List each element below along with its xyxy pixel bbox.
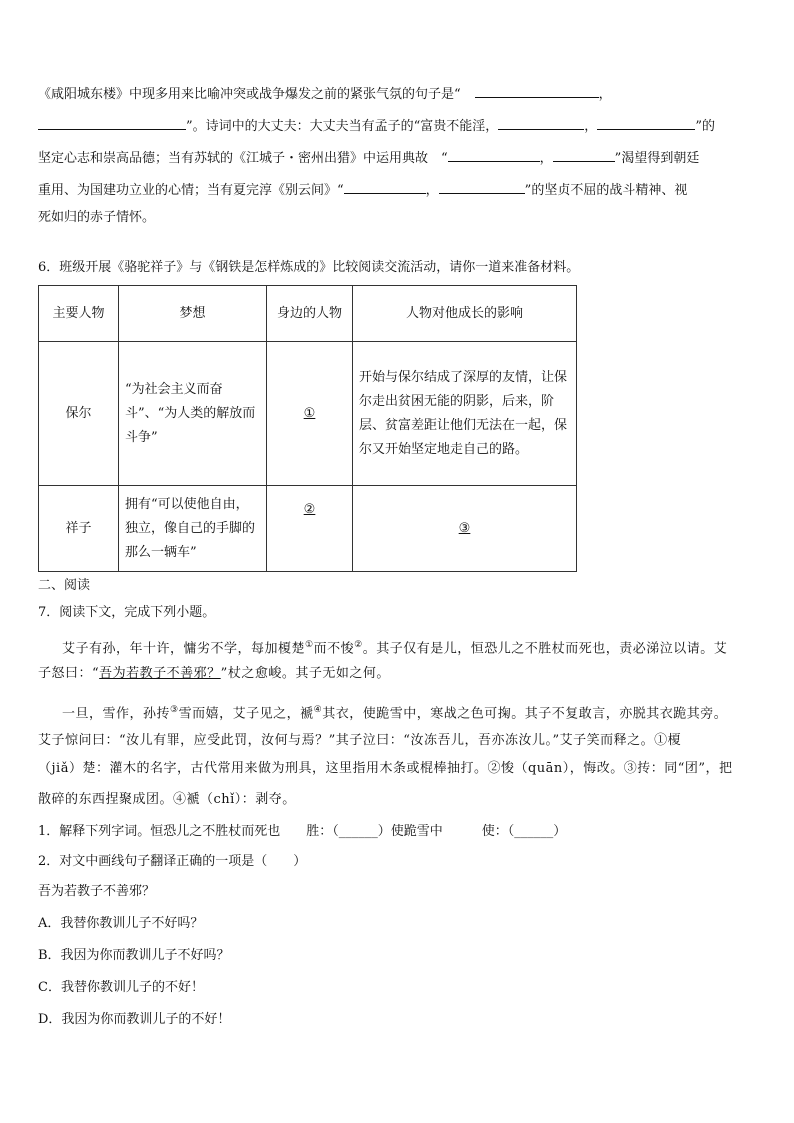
character-name: 保尔 [39,342,119,486]
table-row [39,342,577,486]
q5-line-5 [38,209,155,227]
answer-slot: ② [303,502,316,517]
option-b[interactable]: B．我因为你而教训儿子不好吗？ [38,948,230,963]
answer-blank[interactable] [498,115,584,130]
q5-text: 死如归的赤子情怀。 [38,210,156,225]
answer-blank[interactable] [553,147,615,162]
passage-line [62,701,727,723]
passage-text: 一旦，雪作，孙抟 [62,706,171,722]
sub-question-2: 2．对文中画线句子翻译正确的一项是（ ） [38,854,307,869]
passage-line: （jiǎ）楚：灌木的名字，古代常用来做为刑具，这里指用木条或棍棒抽打。②悛（quān），悔改。③抟：同“团”，把 [38,761,733,776]
target-sentence: 吾为若教子不善邪？ [38,884,156,899]
influence-cell: 开始与保尔结成了深厚的友情，让保尔走出贫困无能的阴影，后来，阶层、贫富差距让他们无法在一起，保尔又开始坚定地走自己的路。 [353,342,577,486]
q5-text: ， [598,87,612,102]
header-cell: 梦想 [119,286,267,342]
q5-text: ， [539,151,553,166]
answer-blank[interactable] [439,179,525,194]
q6-prompt: 6．班级开展《骆驼祥子》与《钢铁是怎样炼成的》比较阅读交流活动，请你一道来准备材料。 [38,260,580,275]
option-d[interactable]: D．我因为你而教训儿子的不好！ [38,1012,231,1027]
table-header-row [39,286,577,342]
q5-line-2 [38,115,715,136]
q5-line-4 [38,179,687,200]
person-cell[interactable] [267,342,353,486]
q5-text: ， [584,119,598,134]
passage-text: 雪而嬉，艾子见之，褫 [178,706,314,722]
passage-text: 子怒曰：“ [38,666,100,681]
q5-text: ， [425,183,439,198]
dream-cell: 拥有“可以使他自由，独立，像自己的手脚的那么一辆车” [119,486,267,572]
answer-blank[interactable] [448,147,540,162]
passage-text: 其衣，使跪雪中，寒战之色可掬。其子不复敢言，亦脱其衣跪其旁。 [322,706,728,722]
underlined-sentence: 吾为若教子不善邪？ [99,666,221,681]
q5-text: 《咸阳城东楼》中现多用来比喻冲突或战争爆发之前的紧张气氛的句子是“ [38,87,461,102]
passage-line: 艾子惊问曰：“汝儿有罪，应受此罚，汝何与焉？”其子泣曰：“汝冻吾儿，吾亦冻汝儿。”艾子笑而释之。①榎 [38,733,682,748]
passage-text: 而不悛 [313,641,355,657]
q5-text: ”的 [695,119,715,134]
header-cell: 人物对他成长的影响 [353,286,577,342]
footnote-mark: ① [305,640,314,650]
passage-text: ”杖之愈峻。其子无如之何。 [220,666,390,681]
header-cell: 主要人物 [39,286,119,342]
passage-line: 散碎的东西捏聚成团。④褫（chǐ）：剥夺。 [38,792,296,807]
q5-line-3 [38,147,699,168]
passage-line [38,665,390,683]
dream-cell: “为社会主义而奋斗”、“为人类的解放而斗争” [119,342,267,486]
passage-text: 艾子有孙，年十许，慵劣不学，每加榎楚 [62,641,306,657]
answer-slot: ① [303,405,316,421]
option-a[interactable]: A．我替你教训儿子不好吗？ [38,916,204,931]
answer-slot: ③ [458,520,471,536]
character-name: 祥子 [39,486,119,572]
answer-blank[interactable] [597,115,695,130]
comparison-table [38,285,577,572]
footnote-mark: ② [354,640,363,650]
footnote-mark: ③ [170,705,179,715]
q5-text: ”。诗词中的大丈夫：大丈夫当有孟子的“富贵不能淫， [186,119,499,134]
table-row [39,486,577,572]
q5-line-1 [38,83,612,104]
q5-text: ”的坚贞不屈的战斗精神、视 [524,183,688,198]
q7-prompt: 7．阅读下文，完成下列小题。 [38,605,216,620]
passage-text: 。其子仅有是儿，恒恐儿之不胜杖而死也，责必涕泣以请。艾 [362,641,728,657]
footnote-mark: ④ [313,705,323,715]
influence-cell[interactable] [353,486,577,572]
q5-text: ”渴望得到朝廷 [614,151,700,166]
q5-text: 坚定心志和崇高品德；当有苏轼的《江城子・密州出猎》中运用典故 “ [38,151,448,166]
person-cell[interactable] [267,486,353,572]
answer-blank[interactable] [344,179,426,194]
section-heading: 二、阅读 [38,578,91,593]
option-c[interactable]: C．我替你教训儿子的不好！ [38,980,204,995]
passage-line [62,636,727,658]
sub-question-1: 1．解释下列字词。恒恐儿之不胜杖而死也 胜：（______）使跪雪中 使：（______） [38,824,567,839]
answer-blank[interactable] [475,83,599,98]
q5-text: 重用、为国建功立业的心情；当有夏完淳《别云间》“ [38,183,344,198]
header-cell: 身边的人物 [267,286,353,342]
answer-blank[interactable] [38,115,186,130]
